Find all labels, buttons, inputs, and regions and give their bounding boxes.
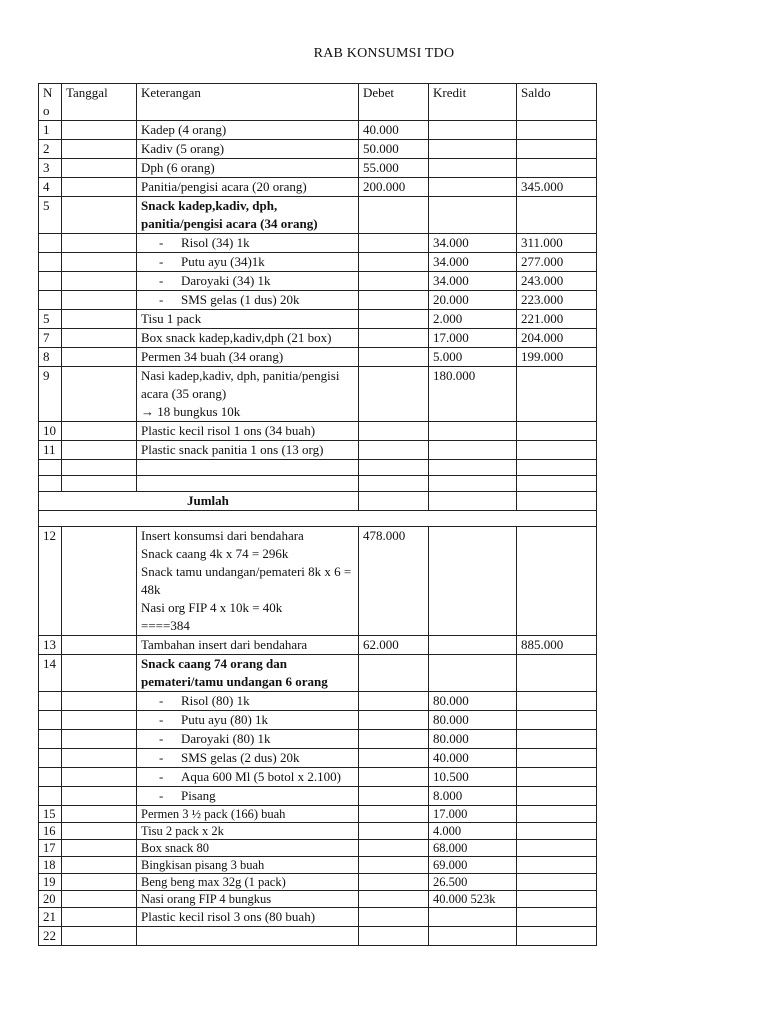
cell-saldo [517, 441, 597, 460]
cell-debet: 200.000 [359, 178, 429, 197]
cell-debet [359, 492, 429, 511]
table-row [39, 730, 597, 749]
cell-kredit: 17.000 [429, 806, 517, 823]
cell-empty [39, 476, 62, 492]
keterangan-line: Nasi kadep,kadiv, dph, panitia/pengisi acara (35 orang) [141, 368, 340, 401]
cell-tanggal [62, 329, 137, 348]
cell-keterangan [137, 768, 359, 787]
cell-saldo [517, 857, 597, 874]
cell-debet: 50.000 [359, 140, 429, 159]
cell-saldo: 885.000 [517, 636, 597, 655]
cell-keterangan: Snack kadep,kadiv, dph, panitia/pengisi acara (34 orang) [137, 197, 359, 234]
cell-no: 4 [39, 178, 62, 197]
cell-no: 1 [39, 121, 62, 140]
header-debet: Debet [359, 84, 429, 121]
cell-saldo [517, 527, 597, 636]
cell-tanggal [62, 253, 137, 272]
cell-keterangan: Bingkisan pisang 3 buah [137, 857, 359, 874]
keterangan-line: ====384 [141, 618, 190, 633]
cell-saldo [517, 692, 597, 711]
cell-saldo [517, 823, 597, 840]
cell-debet: 55.000 [359, 159, 429, 178]
cell-saldo [517, 908, 597, 927]
cell-tanggal [62, 178, 137, 197]
cell-no [39, 711, 62, 730]
table-row [39, 874, 597, 891]
cell-no: 9 [39, 367, 62, 422]
cell-keterangan: Panitia/pengisi acara (20 orang) [137, 178, 359, 197]
cell-tanggal [62, 823, 137, 840]
cell-saldo [517, 730, 597, 749]
cell-tanggal [62, 272, 137, 291]
cell-keterangan [137, 291, 359, 310]
table-row [39, 329, 597, 348]
cell-empty [429, 460, 517, 476]
cell-no: 5 [39, 310, 62, 329]
cell-tanggal [62, 711, 137, 730]
cell-empty [62, 460, 137, 476]
bullet-dash: - [159, 235, 164, 250]
cell-tanggal [62, 422, 137, 441]
table-row [39, 823, 597, 840]
table-row [39, 178, 597, 197]
table-row [39, 908, 597, 927]
cell-saldo [517, 891, 597, 908]
table-row [39, 159, 597, 178]
cell-debet: 40.000 [359, 121, 429, 140]
cell-empty [39, 460, 62, 476]
table-row [39, 140, 597, 159]
cell-saldo: 311.000 [517, 234, 597, 253]
table-row [39, 787, 597, 806]
sub-item-text: Aqua 600 Ml (5 botol x 2.100) [181, 769, 341, 784]
cell-debet [359, 840, 429, 857]
table-row [39, 253, 597, 272]
cell-debet [359, 908, 429, 927]
bullet-dash: - [159, 788, 164, 803]
sub-item-text: SMS gelas (1 dus) 20k [181, 292, 300, 307]
cell-tanggal [62, 927, 137, 946]
cell-no: 16 [39, 823, 62, 840]
header-saldo: Saldo [517, 84, 597, 121]
cell-keterangan: Kadiv (5 orang) [137, 140, 359, 159]
cell-empty [517, 476, 597, 492]
cell-tanggal [62, 348, 137, 367]
table-row-empty [39, 476, 597, 492]
cell-keterangan [137, 692, 359, 711]
cell-kredit: 80.000 [429, 711, 517, 730]
cell-saldo: 277.000 [517, 253, 597, 272]
table-row-empty [39, 460, 597, 476]
cell-keterangan: Permen 3 ½ pack (166) buah [137, 806, 359, 823]
cell-kredit [429, 636, 517, 655]
keterangan-line: Snack tamu undangan/pemateri 8k x 6 = 48k [141, 564, 352, 597]
cell-no: 14 [39, 655, 62, 692]
cell-keterangan [137, 749, 359, 768]
cell-saldo [517, 711, 597, 730]
cell-tanggal [62, 730, 137, 749]
bullet-dash: - [159, 292, 164, 307]
cell-kredit: 40.000 523k [429, 891, 517, 908]
cell-no: 8 [39, 348, 62, 367]
cell-kredit [429, 422, 517, 441]
cell-no: 12 [39, 527, 62, 636]
keterangan-line: Nasi org FIP 4 x 10k = 40k [141, 600, 283, 615]
sub-item-text: Pisang [181, 788, 216, 803]
cell-kredit [429, 121, 517, 140]
table-row [39, 197, 597, 234]
table-row [39, 121, 597, 140]
table-row [39, 636, 597, 655]
cell-kredit: 80.000 [429, 730, 517, 749]
cell-debet [359, 655, 429, 692]
cell-keterangan: Beng beng max 32g (1 pack) [137, 874, 359, 891]
cell-debet [359, 927, 429, 946]
cell-no: 13 [39, 636, 62, 655]
sub-item-text: SMS gelas (2 dus) 20k [181, 750, 300, 765]
cell-tanggal [62, 636, 137, 655]
cell-tanggal [62, 787, 137, 806]
cell-keterangan: Tisu 1 pack [137, 310, 359, 329]
cell-saldo [517, 492, 597, 511]
cell-tanggal [62, 891, 137, 908]
cell-debet [359, 197, 429, 234]
table-row [39, 891, 597, 908]
cell-no: 19 [39, 874, 62, 891]
cell-debet [359, 348, 429, 367]
cell-kredit: 68.000 [429, 840, 517, 857]
cell-tanggal [62, 291, 137, 310]
cell-debet [359, 692, 429, 711]
cell-kredit [429, 159, 517, 178]
cell-no [39, 234, 62, 253]
sub-item-text: Risol (80) 1k [181, 693, 250, 708]
cell-kredit [429, 140, 517, 159]
cell-kredit [429, 197, 517, 234]
sub-item-text: Daroyaki (34) 1k [181, 273, 271, 288]
cell-saldo: 345.000 [517, 178, 597, 197]
cell-keterangan: Kadep (4 orang) [137, 121, 359, 140]
cell-debet [359, 730, 429, 749]
cell-empty [137, 476, 359, 492]
cell-keterangan [137, 272, 359, 291]
header-keterangan: Keterangan [137, 84, 359, 121]
cell-no: 3 [39, 159, 62, 178]
cell-no [39, 768, 62, 787]
cell-keterangan: Tambahan insert dari bendahara [137, 636, 359, 655]
cell-keterangan [137, 527, 359, 636]
cell-kredit: 180.000 [429, 367, 517, 422]
cell-keterangan [137, 711, 359, 730]
table-row [39, 857, 597, 874]
cell-keterangan [137, 927, 359, 946]
cell-no: 2 [39, 140, 62, 159]
cell-no: 21 [39, 908, 62, 927]
cell-tanggal [62, 874, 137, 891]
cell-keterangan: Snack caang 74 orang dan pemateri/tamu undangan 6 orang [137, 655, 359, 692]
cell-tanggal [62, 310, 137, 329]
cell-tanggal [62, 159, 137, 178]
cell-saldo [517, 840, 597, 857]
bullet-dash: - [159, 769, 164, 784]
cell-debet [359, 823, 429, 840]
cell-saldo: 221.000 [517, 310, 597, 329]
cell-keterangan [137, 730, 359, 749]
cell-no [39, 787, 62, 806]
cell-tanggal [62, 768, 137, 787]
cell-saldo [517, 874, 597, 891]
cell-kredit: 40.000 [429, 749, 517, 768]
jumlah-label: Jumlah [39, 492, 359, 511]
table-row [39, 840, 597, 857]
cell-no [39, 253, 62, 272]
table-row [39, 422, 597, 441]
cell-tanggal [62, 806, 137, 823]
cell-kredit [429, 441, 517, 460]
cell-keterangan: Dph (6 orang) [137, 159, 359, 178]
cell-saldo [517, 806, 597, 823]
cell-no: 20 [39, 891, 62, 908]
header-kredit: Kredit [429, 84, 517, 121]
cell-debet [359, 768, 429, 787]
cell-keterangan [137, 787, 359, 806]
cell-no [39, 730, 62, 749]
cell-no [39, 272, 62, 291]
document-title: RAB KONSUMSI TDO [313, 46, 455, 61]
keterangan-line: → 18 bungkus 10k [141, 404, 241, 419]
table-row [39, 291, 597, 310]
table-row-separator [39, 511, 597, 527]
cell-tanggal [62, 441, 137, 460]
cell-kredit: 80.000 [429, 692, 517, 711]
cell-no [39, 749, 62, 768]
cell-tanggal [62, 840, 137, 857]
cell-debet [359, 291, 429, 310]
cell-saldo: 199.000 [517, 348, 597, 367]
sub-item-text: Daroyaki (80) 1k [181, 731, 271, 746]
cell-kredit: 17.000 [429, 329, 517, 348]
table-row [39, 749, 597, 768]
cell-kredit [429, 655, 517, 692]
cell-debet [359, 787, 429, 806]
cell-kredit: 34.000 [429, 253, 517, 272]
cell-tanggal [62, 121, 137, 140]
cell-empty [62, 476, 137, 492]
bullet-dash: - [159, 693, 164, 708]
cell-debet [359, 857, 429, 874]
cell-saldo: 223.000 [517, 291, 597, 310]
table-row [39, 310, 597, 329]
cell-no: 22 [39, 927, 62, 946]
table-row [39, 692, 597, 711]
cell-kredit [429, 178, 517, 197]
cell-empty [137, 460, 359, 476]
cell-debet [359, 234, 429, 253]
cell-no: 11 [39, 441, 62, 460]
cell-kredit: 34.000 [429, 272, 517, 291]
table-row [39, 527, 597, 636]
cell-kredit: 20.000 [429, 291, 517, 310]
cell-keterangan: Plastic kecil risol 3 ons (80 buah) [137, 908, 359, 927]
jumlah-row [39, 492, 597, 511]
cell-no: 18 [39, 857, 62, 874]
cell-empty [39, 511, 597, 527]
cell-no: 15 [39, 806, 62, 823]
cell-tanggal [62, 367, 137, 422]
table-row [39, 272, 597, 291]
cell-no [39, 291, 62, 310]
cell-saldo [517, 197, 597, 234]
bullet-dash: - [159, 273, 164, 288]
cell-no [39, 692, 62, 711]
cell-saldo [517, 140, 597, 159]
cell-tanggal [62, 527, 137, 636]
cell-debet [359, 874, 429, 891]
table-row [39, 711, 597, 730]
cell-tanggal [62, 692, 137, 711]
header-tanggal: Tanggal [62, 84, 137, 121]
cell-saldo: 243.000 [517, 272, 597, 291]
cell-tanggal [62, 655, 137, 692]
cell-debet [359, 272, 429, 291]
cell-empty [359, 476, 429, 492]
cell-kredit: 26.500 [429, 874, 517, 891]
cell-debet [359, 891, 429, 908]
cell-kredit [429, 908, 517, 927]
cell-saldo [517, 655, 597, 692]
cell-keterangan: Box snack kadep,kadiv,dph (21 box) [137, 329, 359, 348]
cell-tanggal [62, 857, 137, 874]
table-row [39, 441, 597, 460]
cell-debet [359, 441, 429, 460]
table-row [39, 234, 597, 253]
cell-tanggal [62, 197, 137, 234]
cell-debet [359, 749, 429, 768]
bullet-dash: - [159, 254, 164, 269]
cell-kredit: 5.000 [429, 348, 517, 367]
cell-keterangan: Permen 34 buah (34 orang) [137, 348, 359, 367]
cell-saldo [517, 367, 597, 422]
cell-tanggal [62, 234, 137, 253]
bullet-dash: - [159, 750, 164, 765]
table-row [39, 655, 597, 692]
cell-empty [359, 460, 429, 476]
cell-kredit: 10.500 [429, 768, 517, 787]
cell-keterangan [137, 367, 359, 422]
cell-tanggal [62, 749, 137, 768]
cell-keterangan [137, 253, 359, 272]
cell-tanggal [62, 908, 137, 927]
table-row [39, 768, 597, 787]
cell-debet [359, 711, 429, 730]
cell-saldo [517, 159, 597, 178]
cell-debet: 478.000 [359, 527, 429, 636]
sub-item-text: Putu ayu (34)1k [181, 254, 265, 269]
table-row [39, 348, 597, 367]
keterangan-line: Insert konsumsi dari bendahara [141, 528, 304, 543]
cell-no: 7 [39, 329, 62, 348]
cell-kredit: 2.000 [429, 310, 517, 329]
cell-saldo: 204.000 [517, 329, 597, 348]
cell-debet [359, 253, 429, 272]
cell-no: 17 [39, 840, 62, 857]
cell-saldo [517, 768, 597, 787]
cell-empty [517, 460, 597, 476]
cell-saldo [517, 927, 597, 946]
cell-saldo [517, 422, 597, 441]
cell-debet [359, 329, 429, 348]
cell-debet [359, 310, 429, 329]
rab-table [38, 83, 597, 946]
keterangan-line: Snack caang 4k x 74 = 296k [141, 546, 289, 561]
cell-keterangan: Box snack 80 [137, 840, 359, 857]
cell-keterangan: Tisu 2 pack x 2k [137, 823, 359, 840]
table-header-row [39, 84, 597, 121]
table-row [39, 806, 597, 823]
cell-no: 5 [39, 197, 62, 234]
cell-keterangan [137, 234, 359, 253]
cell-debet [359, 806, 429, 823]
cell-debet [359, 422, 429, 441]
cell-saldo [517, 121, 597, 140]
cell-keterangan: Plastic snack panitia 1 ons (13 org) [137, 441, 359, 460]
cell-keterangan: Plastic kecil risol 1 ons (34 buah) [137, 422, 359, 441]
table-row [39, 927, 597, 946]
cell-debet [359, 367, 429, 422]
cell-kredit: 69.000 [429, 857, 517, 874]
sub-item-text: Putu ayu (80) 1k [181, 712, 269, 727]
cell-saldo [517, 749, 597, 768]
cell-kredit: 4.000 [429, 823, 517, 840]
cell-empty [429, 476, 517, 492]
cell-kredit [429, 927, 517, 946]
sub-item-text: Risol (34) 1k [181, 235, 250, 250]
cell-no: 10 [39, 422, 62, 441]
bullet-dash: - [159, 731, 164, 746]
cell-tanggal [62, 140, 137, 159]
cell-kredit: 8.000 [429, 787, 517, 806]
cell-saldo [517, 787, 597, 806]
cell-debet: 62.000 [359, 636, 429, 655]
header-no: N o [39, 84, 62, 121]
cell-kredit [429, 527, 517, 636]
bullet-dash: - [159, 712, 164, 727]
table-row [39, 367, 597, 422]
cell-kredit [429, 492, 517, 511]
cell-keterangan: Nasi orang FIP 4 bungkus [137, 891, 359, 908]
cell-kredit: 34.000 [429, 234, 517, 253]
